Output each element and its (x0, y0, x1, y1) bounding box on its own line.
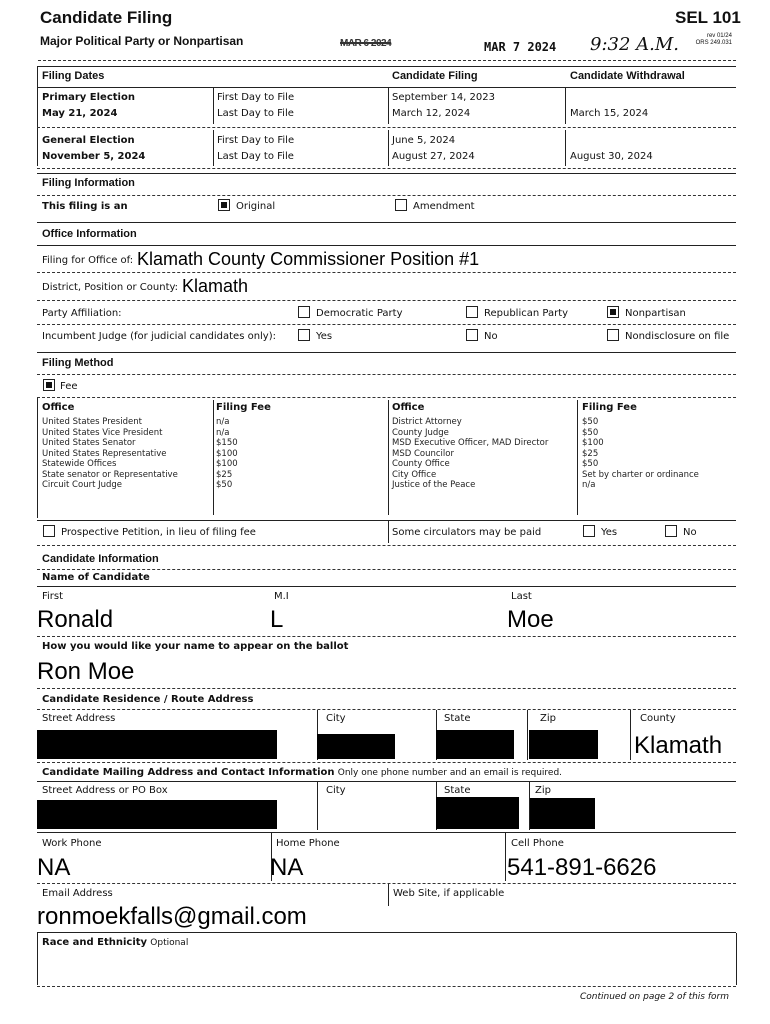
left-fee-item: $25 (216, 469, 233, 480)
race-ethnicity-optional: Optional (150, 938, 189, 948)
left-office-item: United States Senator (42, 438, 136, 448)
right-office-item: City Office (392, 469, 437, 480)
fee-checkbox[interactable] (43, 379, 55, 391)
candidate-withdrawal-col: Candidate Withdrawal (570, 70, 685, 82)
original-checkbox[interactable] (218, 199, 230, 211)
mailing-zip-label: Zip (535, 785, 551, 796)
residence-county-value[interactable]: Klamath (634, 732, 723, 759)
email-value[interactable]: ronmoekfalls@gmail.com (37, 903, 307, 930)
left-office-item: United States Vice President (42, 427, 163, 438)
cell-phone-label: Cell Phone (511, 838, 564, 849)
name-of-candidate-heading: Name of Candidate (42, 572, 150, 583)
race-ethnicity-row (42, 937, 188, 948)
mailing-city-label: City (326, 785, 346, 796)
original-label: Original (236, 201, 276, 212)
residence-zip-label: Zip (540, 713, 556, 724)
mailing-street-label: Street Address or PO Box (42, 785, 168, 796)
primary-election-date: May 21, 2024 (42, 108, 118, 119)
filing-method-heading: Filing Method (42, 357, 114, 369)
right-fee-item: $50 (582, 459, 599, 469)
left-fee-item: $150 (216, 438, 238, 448)
fee-table-office-header: Office (42, 402, 75, 413)
home-phone-label: Home Phone (276, 838, 340, 849)
right-office-item: County Judge (392, 427, 449, 438)
amendment-label: Amendment (413, 201, 475, 212)
residence-zip-redaction (529, 730, 598, 759)
left-office-item: Circuit Court Judge (42, 480, 123, 490)
form-title: Candidate Filing (40, 8, 173, 27)
form-revision: rev 01/24 ORS 249.031 (695, 33, 732, 46)
last-name-value[interactable]: Moe (507, 606, 554, 633)
mailing-heading: Candidate Mailing Address and Contact Information (42, 767, 335, 778)
form-id: SEL 101 (675, 8, 741, 27)
received-stamp-time: 9:32 A.M. (590, 34, 680, 55)
right-fee-item: Set by charter or ordinance (582, 469, 699, 480)
judge-yes-label: Yes (316, 331, 333, 342)
email-label: Email Address (42, 888, 113, 899)
party-affiliation-label: Party Affiliation: (42, 308, 122, 319)
first-name-label: First (42, 591, 64, 602)
primary-last-day-label: Last Day to File (217, 108, 294, 119)
right-fee-list (582, 417, 699, 491)
right-fee-item: $50 (582, 427, 599, 438)
middle-initial-label: M.I (274, 591, 289, 602)
mailing-note: Only one phone number and an email is required. (337, 768, 563, 778)
general-last-day: August 27, 2024 (392, 151, 475, 162)
democratic-label: Democratic Party (316, 308, 403, 319)
right-office-item: County Office (392, 459, 450, 469)
primary-withdrawal-date: March 15, 2024 (570, 108, 649, 119)
democratic-checkbox[interactable] (298, 306, 310, 318)
left-office-item: Statewide Offices (42, 459, 117, 469)
office-information-heading: Office Information (42, 228, 137, 240)
primary-first-day-label: First Day to File (217, 92, 295, 103)
amendment-checkbox[interactable] (395, 199, 407, 211)
fee-table-fee-header-right: Filing Fee (582, 402, 637, 413)
home-phone-value[interactable]: NA (270, 854, 304, 881)
mailing-street-redaction (37, 800, 277, 829)
filing-information-heading: Filing Information (42, 177, 135, 189)
filing-type-label: This filing is an (42, 201, 128, 212)
incumbent-judge-label: Incumbent Judge (for judicial candidates only): (42, 331, 276, 342)
general-election-date: November 5, 2024 (42, 151, 146, 162)
struck-stamp: MAR 6 2024 (340, 38, 392, 49)
first-name-value[interactable]: Ronald (37, 606, 114, 633)
last-name-label: Last (511, 591, 532, 602)
residence-heading: Candidate Residence / Route Address (42, 694, 254, 705)
ballot-name-label: How you would like your name to appear on the ballot (42, 641, 349, 652)
website-label: Web Site, if applicable (393, 888, 505, 899)
left-fee-list (216, 417, 238, 491)
cell-phone-value[interactable]: 541-891-6626 (507, 854, 657, 881)
primary-election-label: Primary Election (42, 92, 135, 103)
work-phone-label: Work Phone (42, 838, 102, 849)
primary-first-day: September 14, 2023 (392, 92, 495, 103)
mailing-state-label: State (444, 785, 471, 796)
middle-initial-value[interactable]: L (270, 606, 284, 633)
mailing-zip-redaction (530, 798, 595, 829)
judge-no-label: No (484, 331, 498, 342)
fee-table-office-header-right: Office (392, 402, 425, 413)
left-fee-item: $100 (216, 459, 238, 469)
primary-last-day: March 12, 2024 (392, 108, 471, 119)
left-fee-item: $100 (216, 448, 238, 459)
nondisclosure-label: Nondisclosure on file (625, 331, 730, 342)
judge-no-checkbox[interactable] (466, 329, 478, 341)
judge-yes-checkbox[interactable] (298, 329, 310, 341)
candidate-filing-col: Candidate Filing (392, 70, 478, 82)
continued-note: Continued on page 2 of this form (580, 992, 730, 1002)
received-stamp-date: MAR 7 2024 (484, 40, 557, 54)
right-office-list (392, 417, 548, 491)
nonpartisan-checkbox[interactable] (607, 306, 619, 318)
prospective-petition-label: Prospective Petition, in lieu of filing fee (61, 527, 256, 538)
general-withdrawal-date: August 30, 2024 (570, 151, 653, 162)
right-fee-item: n/a (582, 480, 596, 490)
ballot-name-value[interactable]: Ron Moe (37, 658, 135, 685)
residence-city-redaction (317, 734, 395, 759)
general-election-label: General Election (42, 135, 135, 146)
republican-checkbox[interactable] (466, 306, 478, 318)
form-subtitle: Major Political Party or Nonpartisan (40, 34, 244, 48)
nondisclosure-checkbox[interactable] (607, 329, 619, 341)
left-office-item: United States Representative (42, 448, 167, 459)
circulators-yes-label: Yes (601, 527, 618, 538)
circulators-no-checkbox[interactable] (665, 525, 677, 537)
filing-dates-heading: Filing Dates (42, 70, 105, 82)
residence-county-label: County (640, 713, 676, 724)
mailing-state-redaction (436, 797, 519, 829)
right-fee-item: $100 (582, 438, 604, 448)
work-phone-value[interactable]: NA (37, 854, 71, 881)
office-label: Filing for Office of: (42, 255, 134, 266)
residence-street-redaction (37, 730, 277, 759)
republican-label: Republican Party (484, 308, 569, 319)
circulators-no-label: No (683, 527, 697, 538)
right-office-item: MSD Executive Officer, MAD Director (392, 438, 549, 448)
office-value[interactable]: Klamath County Commissioner Position #1 (137, 249, 480, 269)
district-value[interactable]: Klamath (182, 276, 249, 296)
district-label: District, Position or County: (42, 282, 179, 293)
nonpartisan-label: Nonpartisan (625, 308, 686, 319)
right-office-item: MSD Councilor (392, 448, 454, 459)
left-office-item: United States President (42, 417, 142, 427)
left-office-list (42, 417, 178, 491)
right-office-item: District Attorney (392, 417, 462, 427)
fee-table-fee-header: Filing Fee (216, 402, 271, 413)
right-fee-item: $50 (582, 417, 599, 427)
general-last-day-label: Last Day to File (217, 151, 294, 162)
residence-state-label: State (444, 713, 471, 724)
left-fee-item: n/a (216, 417, 230, 427)
general-first-day: June 5, 2024 (392, 135, 456, 146)
candidate-information-heading: Candidate Information (42, 553, 159, 565)
left-fee-item: n/a (216, 427, 230, 438)
race-ethnicity-label: Race and Ethnicity (42, 937, 148, 948)
residence-state-redaction (436, 730, 514, 759)
right-office-item: Justice of the Peace (392, 480, 476, 490)
left-fee-item: $50 (216, 480, 233, 490)
right-fee-item: $25 (582, 448, 599, 459)
general-first-day-label: First Day to File (217, 135, 295, 146)
residence-street-label: Street Address (42, 713, 116, 724)
circulators-yes-checkbox[interactable] (583, 525, 595, 537)
residence-city-label: City (326, 713, 346, 724)
prospective-petition-checkbox[interactable] (43, 525, 55, 537)
circulators-paid-label: Some circulators may be paid (392, 527, 542, 538)
left-office-item: State senator or Representative (42, 469, 178, 480)
fee-label: Fee (60, 381, 78, 392)
mailing-heading-row (42, 767, 562, 778)
